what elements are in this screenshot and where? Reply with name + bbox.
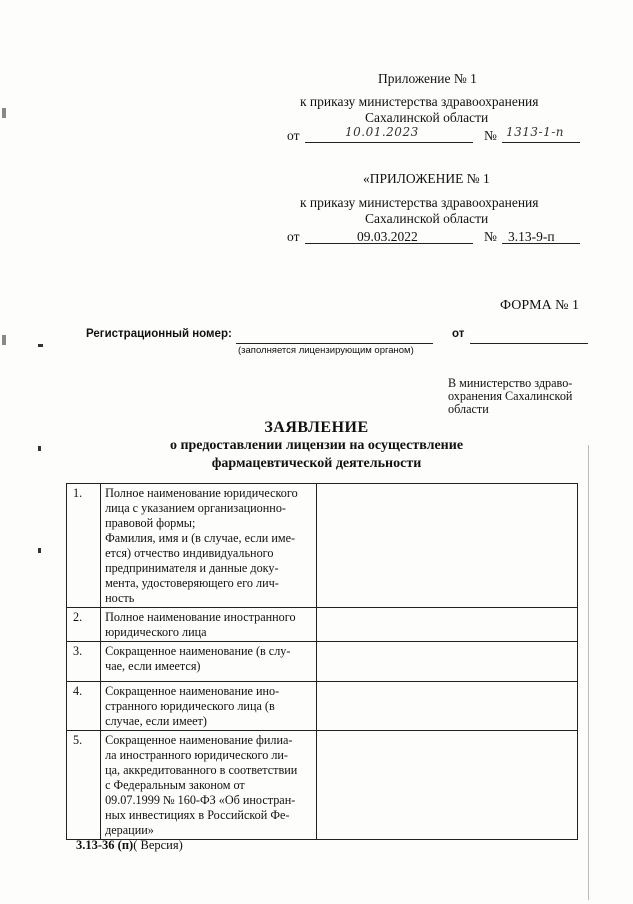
appendix-new-number-line [502,142,580,143]
row-description [101,682,317,731]
scan-speck [38,446,41,451]
row-description-line: Полное наименование иностранного [105,610,296,624]
scan-edge-line [588,445,589,900]
row-description-line: Фамилия, имя и (в случае, если име- [105,531,296,545]
appendix-old-number-value: 3.13-9-п [508,229,555,244]
row-description-line: случае, если имеет) [105,714,207,728]
appendix-new-date-prefix: от [287,128,300,143]
registration-number-line [236,343,433,344]
row-description [101,608,317,642]
document-subtitle-line2: фармацевтической деятельности [211,456,422,471]
table-row [67,484,578,608]
table-row [67,731,578,840]
appendix-old-date-prefix: от [287,229,300,244]
appendix-new-number-prefix: № [484,128,497,143]
registration-date-line [470,343,588,344]
appendix-old-number-prefix: № [484,229,497,244]
row-number: 2. [67,608,101,642]
appendix-old-date-value: 09.03.2022 [357,229,418,244]
row-description-line: ца, аккредитованного в соответствии [105,763,298,777]
footer-code: 3.13-36 (п) [76,838,134,852]
appendix-new-date-value: 10.01.2023 [345,125,419,139]
registration-date-prefix: от [452,328,465,340]
document-title: ЗАЯВЛЕНИЕ [264,419,369,436]
row-description-line: Сокращенное наименование филиа- [105,733,293,747]
row-description-line: Сокращенное наименование ино- [105,684,280,698]
row-value-field[interactable] [317,731,578,840]
row-description-line: дерации» [105,823,154,837]
row-description [101,642,317,682]
footer [76,838,183,853]
appendix-new-number-value: 1313-1-п [506,125,565,139]
row-description-line: предпринимателя и данные доку- [105,561,279,575]
appendix-new-date-line [305,142,473,143]
row-value-field[interactable] [317,608,578,642]
scan-speck [2,108,6,118]
row-description-line: Сокращенное наименование (в слу- [105,644,291,658]
row-value-field[interactable] [317,484,578,608]
appendix-new-order-line2: Сахалинской области [365,110,489,125]
registration-label: Регистрационный номер: [86,328,232,340]
row-description-line: лица с указанием организационно- [105,501,286,515]
application-form-table [66,483,578,840]
addressee-line2: охранения Сахалинской [448,389,573,403]
table-row [67,608,578,642]
row-description-line: мента, удостоверяющего его лич- [105,576,279,590]
addressee-line1: В министерство здраво- [448,376,573,390]
row-description [101,484,317,608]
row-description-line: ла иностранного юридического ли- [105,748,288,762]
row-description-line: правовой формы; [105,516,196,530]
row-number: 5. [67,731,101,840]
row-description-line: ется) отчество индивидуального [105,546,274,560]
footer-version: ( Версия) [133,838,183,852]
row-value-field[interactable] [317,642,578,682]
row-number: 4. [67,682,101,731]
addressee [448,377,572,416]
scan-speck [38,548,41,553]
row-description-line: юридического лица [105,625,207,639]
row-description [101,731,317,840]
row-number: 1. [67,484,101,608]
row-number: 3. [67,642,101,682]
row-description-line: Полное наименование юридического [105,486,298,500]
appendix-old-order-line2: Сахалинской области [365,211,489,226]
registration-note: (заполняется лицензирующим органом) [238,345,414,356]
appendix-old-order-line1: к приказу министерства здравоохранения [300,195,539,210]
scan-speck [2,335,6,345]
row-description-line: ных инвестициях в Российской Фе- [105,808,290,822]
row-description-line: странного юридического лица (в [105,699,275,713]
table-row [67,642,578,682]
row-description-line: чае, если имеется) [105,659,201,673]
row-value-field[interactable] [317,682,578,731]
form-label: ФОРМА № 1 [500,298,580,313]
scan-speck [38,344,43,347]
row-description-line: с Федеральным законом от [105,778,245,792]
appendix-new-title: Приложение № 1 [378,71,477,86]
row-description-line: ность [105,591,135,605]
document-subtitle-line1: о предоставлении лицензии на осуществление [169,438,464,453]
table-row [67,682,578,731]
addressee-line3: области [448,402,489,416]
row-description-line: 09.07.1999 № 160-ФЗ «Об иностран- [105,793,296,807]
appendix-new-order-line1: к приказу министерства здравоохранения [300,94,539,109]
appendix-old-title: «ПРИЛОЖЕНИЕ № 1 [363,171,490,186]
